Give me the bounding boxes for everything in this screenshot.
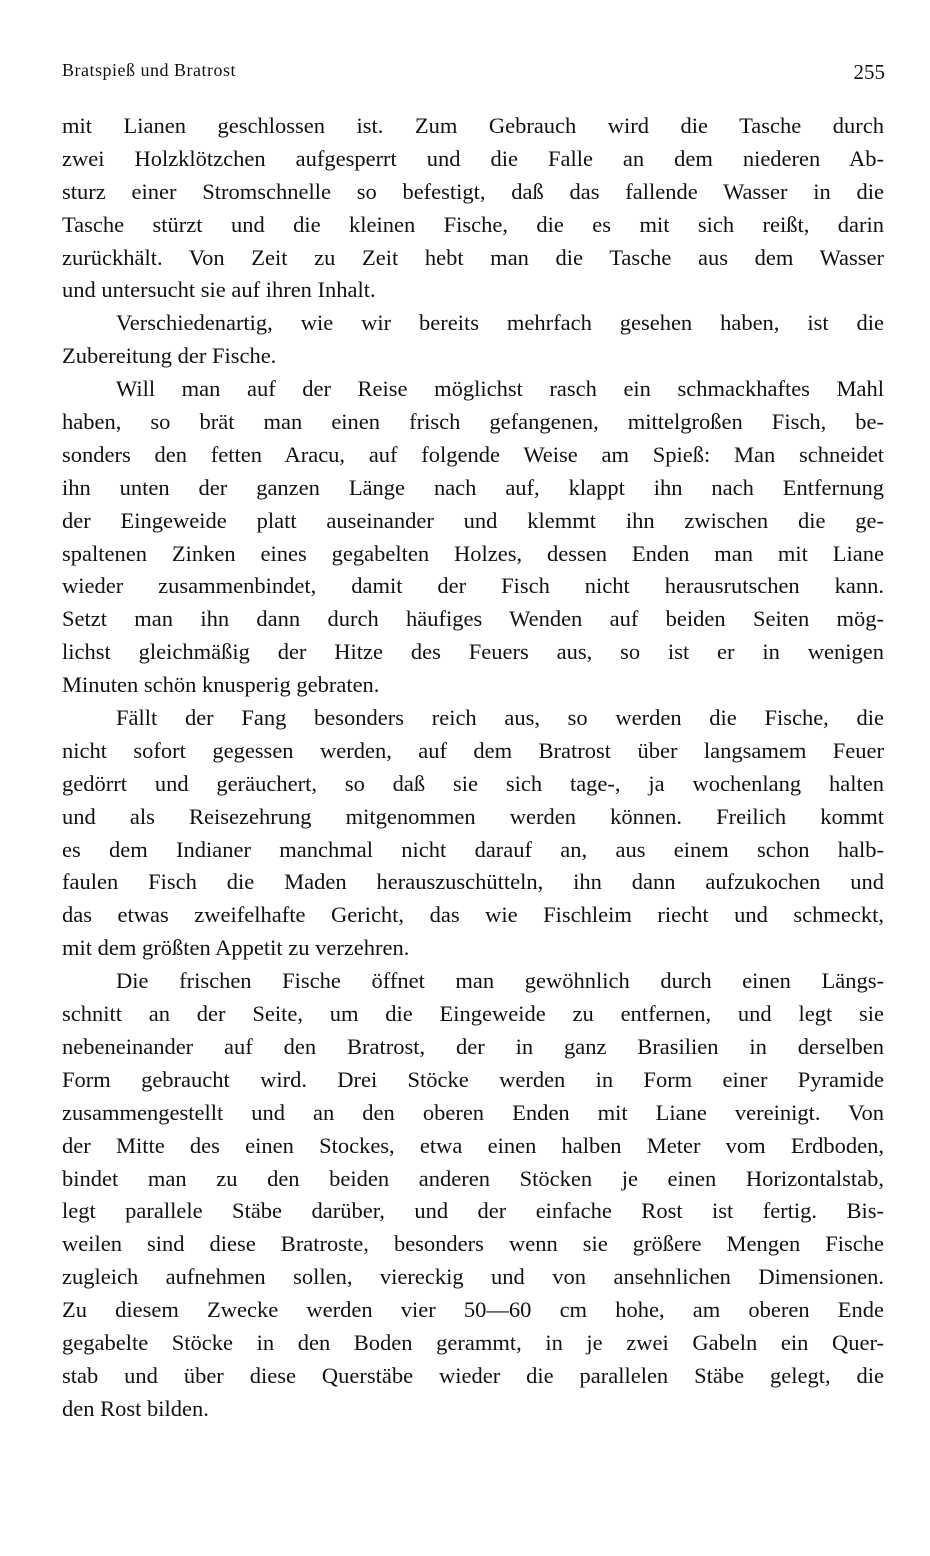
text-line: der Mitte des einen Stockes, etwa einen halben Meter vom Erdboden, [62,1132,884,1158]
paragraph [62,965,884,1425]
running-title: Bratspieß und Bratrost [62,60,236,80]
text-line: und als Reisezehrung mitgenommen werden können. Freilich kommt [62,803,884,829]
text-line: gegabelte Stöcke in den Boden gerammt, in je zwei Gabeln ein Quer- [62,1329,884,1355]
text-line: Zu diesem Zwecke werden vier 50—60 cm hohe, am oberen Ende [62,1297,884,1323]
text-line: Zubereitung der Fische. [62,343,277,369]
text-line: den Rost bilden. [62,1395,209,1421]
text-line: wieder zusammenbindet, damit der Fisch nicht herausrutschen kann. [62,573,884,599]
paragraph [62,373,884,702]
text-line: Verschiedenartig, wie wir bereits mehrfach gesehen haben, ist die [116,310,884,336]
text-line: sturz einer Stromschnelle so befestigt, daß das fallende Wasser in die [62,178,884,204]
paragraph [62,110,884,307]
text-line: zwei Holzklötzchen aufgesperrt und die Falle an dem niederen Ab- [62,145,884,171]
text-line: sonders den fetten Aracu, auf folgende Weise am Spieß: Man schneidet [62,441,884,467]
text-line: Will man auf der Reise möglichst rasch ein schmackhaftes Mahl [116,376,884,402]
text-line: und untersucht sie auf ihren Inhalt. [62,277,376,303]
body-text [62,110,884,1426]
text-line: das etwas zweifelhafte Gericht, das wie Fischleim riecht und schmeckt, [62,902,884,928]
text-line: bindet man zu den beiden anderen Stöcken je einen Horizontalstab, [62,1165,884,1191]
text-line: mit Lianen geschlossen ist. Zum Gebrauch wird die Tasche durch [62,113,884,138]
text-line: der Eingeweide platt auseinander und klemmt ihn zwischen die ge- [62,507,884,533]
text-line: Minuten schön knusperig gebraten. [62,672,380,698]
text-line: haben, so brät man einen frisch gefangenen, mittelgroßen Fisch, be- [62,409,884,435]
text-line: faulen Fisch die Maden herauszuschütteln, ihn dann aufzukochen und [62,869,884,895]
text-line: ihn unten der ganzen Länge nach auf, klappt ihn nach Entfernung [62,474,884,500]
text-line: spaltenen Zinken eines gegabelten Holzes, dessen Enden man mit Liane [62,540,884,566]
text-line: mit dem größten Appetit zu verzehren. [62,935,410,961]
text-line: lichst gleichmäßig der Hitze des Feuers aus, so ist er in wenigen [62,639,884,665]
text-line: Tasche stürzt und die kleinen Fische, die es mit sich reißt, darin [62,211,884,237]
text-line: Setzt man ihn dann durch häufiges Wenden auf beiden Seiten mög- [62,606,884,632]
text-line: zurückhält. Von Zeit zu Zeit hebt man die Tasche aus dem Wasser [62,244,884,270]
text-line: zugleich aufnehmen sollen, viereckig und von ansehnlichen Dimensionen. [62,1264,884,1290]
paragraph [62,702,884,965]
page-number: 255 [853,60,885,84]
text-line: Fällt der Fang besonders reich aus, so werden die Fische, die [116,705,884,731]
text-line: weilen sind diese Bratroste, besonders wenn sie größere Mengen Fische [62,1231,884,1257]
text-line: schnitt an der Seite, um die Eingeweide zu entfernen, und legt sie [62,1001,884,1027]
text-line: zusammengestellt und an den oberen Enden mit Liane vereinigt. Von [62,1099,884,1125]
text-line: Form gebraucht wird. Drei Stöcke werden in Form einer Pyramide [62,1066,884,1092]
paragraph [62,307,884,373]
page-header [62,60,885,88]
text-line: nebeneinander auf den Bratrost, der in ganz Brasilien in derselben [62,1033,884,1059]
text-line: legt parallele Stäbe darüber, und der einfache Rost ist fertig. Bis- [62,1198,884,1224]
text-line: nicht sofort gegessen werden, auf dem Bratrost über langsamem Feuer [62,737,884,763]
text-line: Die frischen Fische öffnet man gewöhnlich durch einen Längs- [116,968,884,994]
text-line: gedörrt und geräuchert, so daß sie sich tage-, ja wochenlang halten [62,770,884,796]
text-line: stab und über diese Querstäbe wieder die parallelen Stäbe gelegt, die [62,1362,884,1388]
text-line: es dem Indianer manchmal nicht darauf an, aus einem schon halb- [62,836,884,862]
